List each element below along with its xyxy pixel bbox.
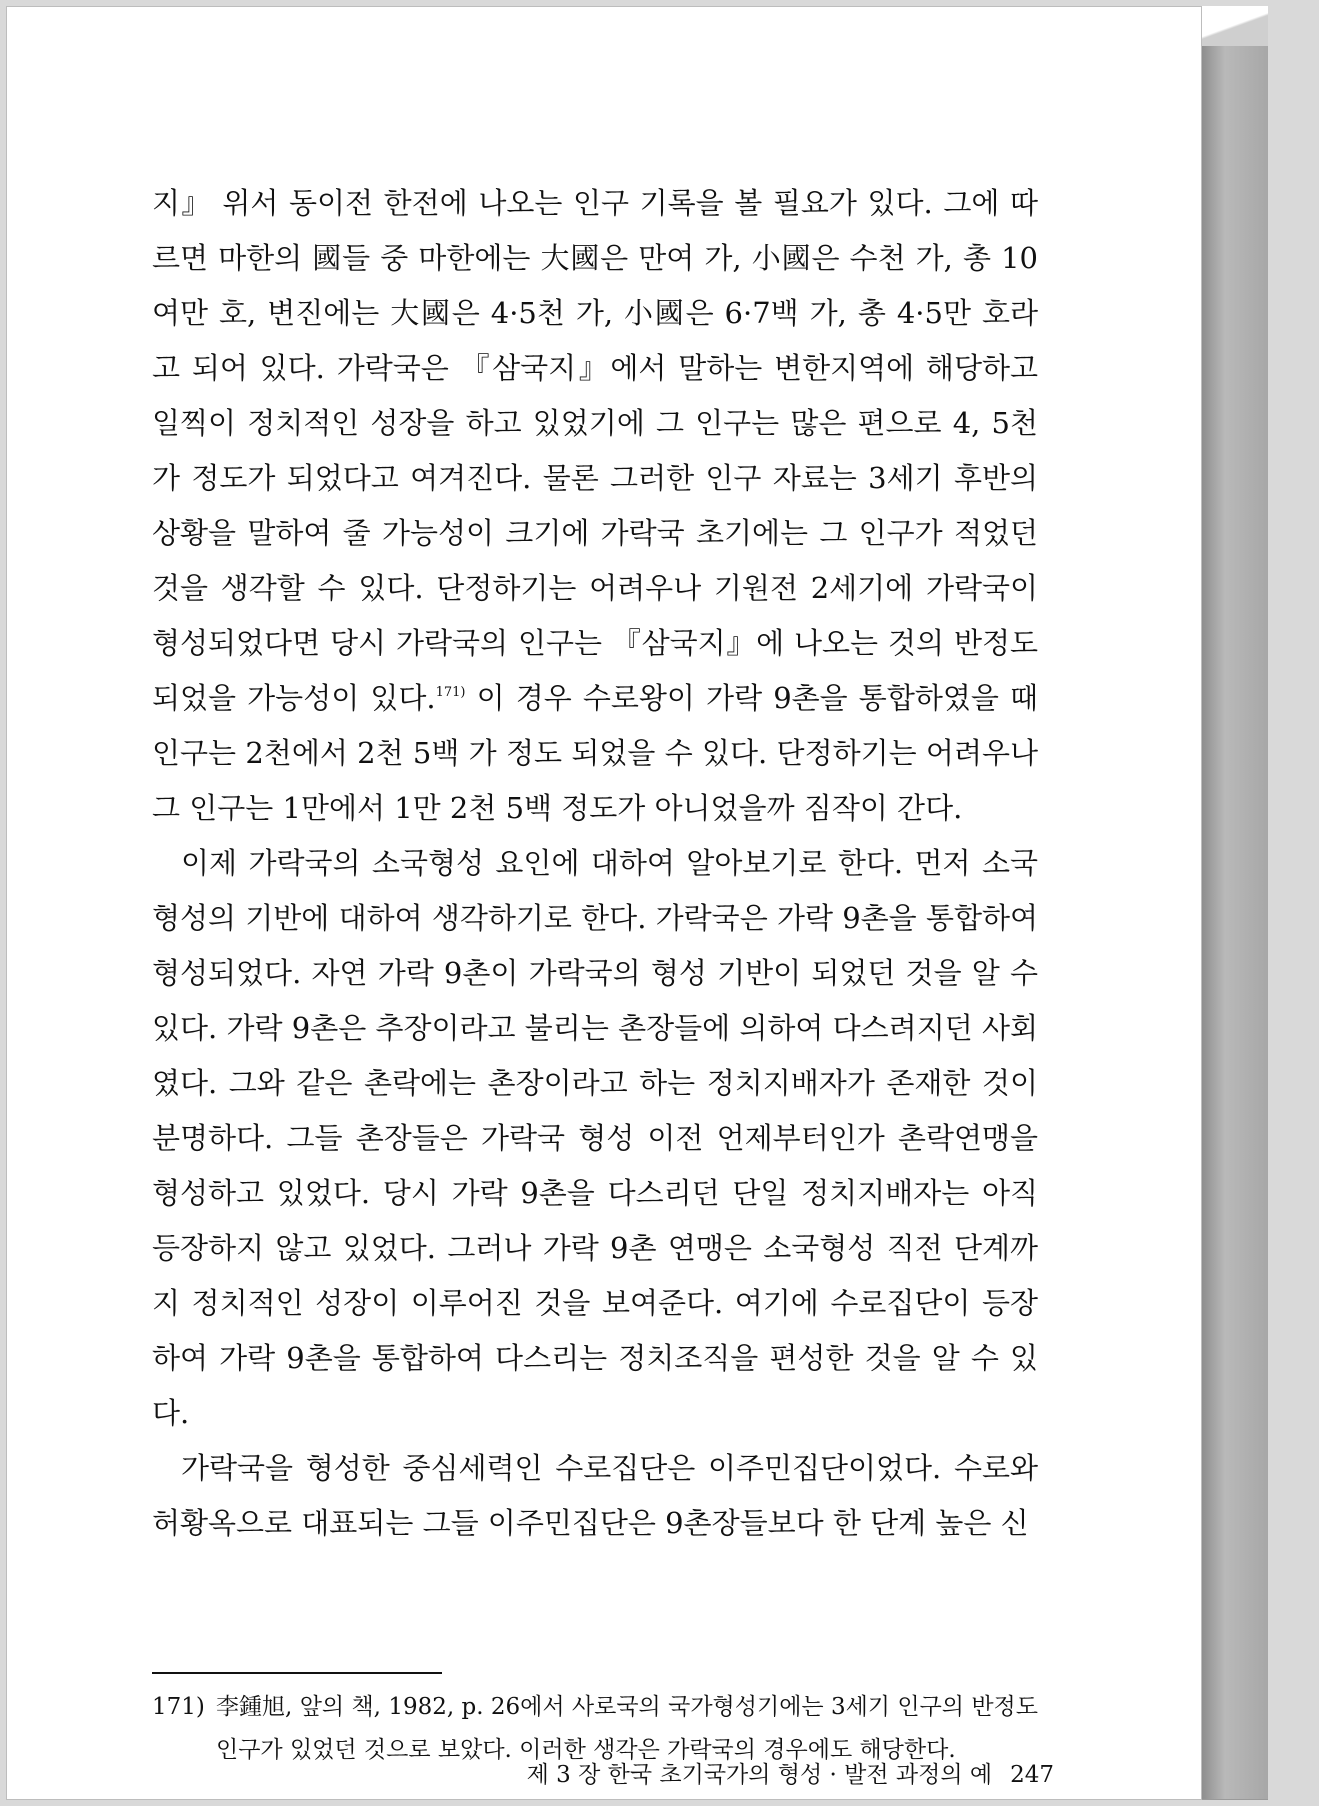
footnote-row bbox=[152, 1686, 1038, 1772]
page-number: 247 bbox=[1010, 1762, 1054, 1788]
book-corner-shading bbox=[1202, 6, 1268, 46]
footnote-reference: 171) bbox=[435, 685, 466, 700]
footnote-number: 171) bbox=[152, 1694, 205, 1720]
paragraph-3: 가락국을 형성한 중심세력인 수로집단은 이주민집단이었다. 수로와 허황옥으로 대표되는 그들 이주민집단은 9촌장들보다 한 단계 높은 신 bbox=[152, 1451, 1038, 1540]
paragraph-2: 이제 가락국의 소국형성 요인에 대하여 알아보기로 한다. 먼저 소국형성의 기반에 대하여 생각하기로 한다. 가락국은 가락 9촌을 통합하여 형성되었다. 자연 가락 9촌이 가락국의 형성 기반이 되었던 것을 알 수 있다. 가락 9촌은 추장이라고 불리는 촌장들에 의하여 다스려지던 사회였다. 그와 같은 촌락에는 촌장이라고 하는 정치지배자가 존재한 것이 분명하다. 그들 촌장들은 가락국 형성 이전 언제부터인가 촌락연맹을 형성하고 있었다. 당시 가락 9촌을 다스리던 단일 정치지배자는 아직 등장하지 않고 있었다. 그러나 가락 9촌 연맹은 소국형성 직전 단계까지 정치적인 성장이 이루어진 것을 보여준다. 여기에 수로집단이 등장하여 가락 9촌을 통합하여 다스리는 정치조직을 편성한 것을 알 수 있다. bbox=[152, 846, 1038, 1430]
footnote-text: 李鍾旭, 앞의 책, 1982, p. 26에서 사로국의 국가형성기에는 3세기 인구의 반정도 인구가 있었던 것으로 보았다. 이러한 생각은 가락국의 경우에도 해당한다. bbox=[216, 1694, 1038, 1763]
body-text bbox=[152, 176, 1038, 1551]
footnote-divider bbox=[152, 1672, 442, 1674]
paragraph-1 bbox=[152, 176, 1038, 836]
footnote bbox=[152, 1686, 1038, 1772]
chapter-title: 제 3 장 한국 초기국가의 형성 · 발전 과정의 예 bbox=[526, 1762, 993, 1788]
paragraph-1-text-a: 지』 위서 동이전 한전에 나오는 인구 기록을 볼 필요가 있다. 그에 따르면 마한의 國들 중 마한에는 大國은 만여 가, 小國은 수천 가, 총 10여만 호, 변진에는 大國은 4·5천 가, 小國은 6·7백 가, 총 4·5만 호라고 되어 있다. 가락국은 『삼국지』에서 말하는 변한지역에 해당하고 일찍이 정치적인 성장을 하고 있었기에 그 인구는 많은 편으로 4, 5천 가 정도가 되었다고 여겨진다. 물론 그러한 인구 자료는 3세기 후반의 상황을 말하여 줄 가능성이 크기에 가락국 초기에는 그 인구가 적었던 것을 생각할 수 있다. 단정하기는 어려우나 기원전 2세기에 가락국이 형성되었다면 당시 가락국의 인구는 『삼국지』에 나오는 것의 반정도 되었을 가능성이 있다. bbox=[152, 186, 1038, 715]
paragraph-1-text-b: 이 경우 수로왕이 가락 9촌을 통합하였을 때 인구는 2천에서 2천 5백 가 정도 되었을 수 있다. 단정하기는 어려우나 그 인구는 1만에서 1만 2천 5백 정도가 아니었을까 짐작이 간다. bbox=[152, 681, 1039, 825]
running-footer bbox=[527, 1761, 1054, 1789]
book-spine-edge bbox=[1202, 6, 1268, 1800]
